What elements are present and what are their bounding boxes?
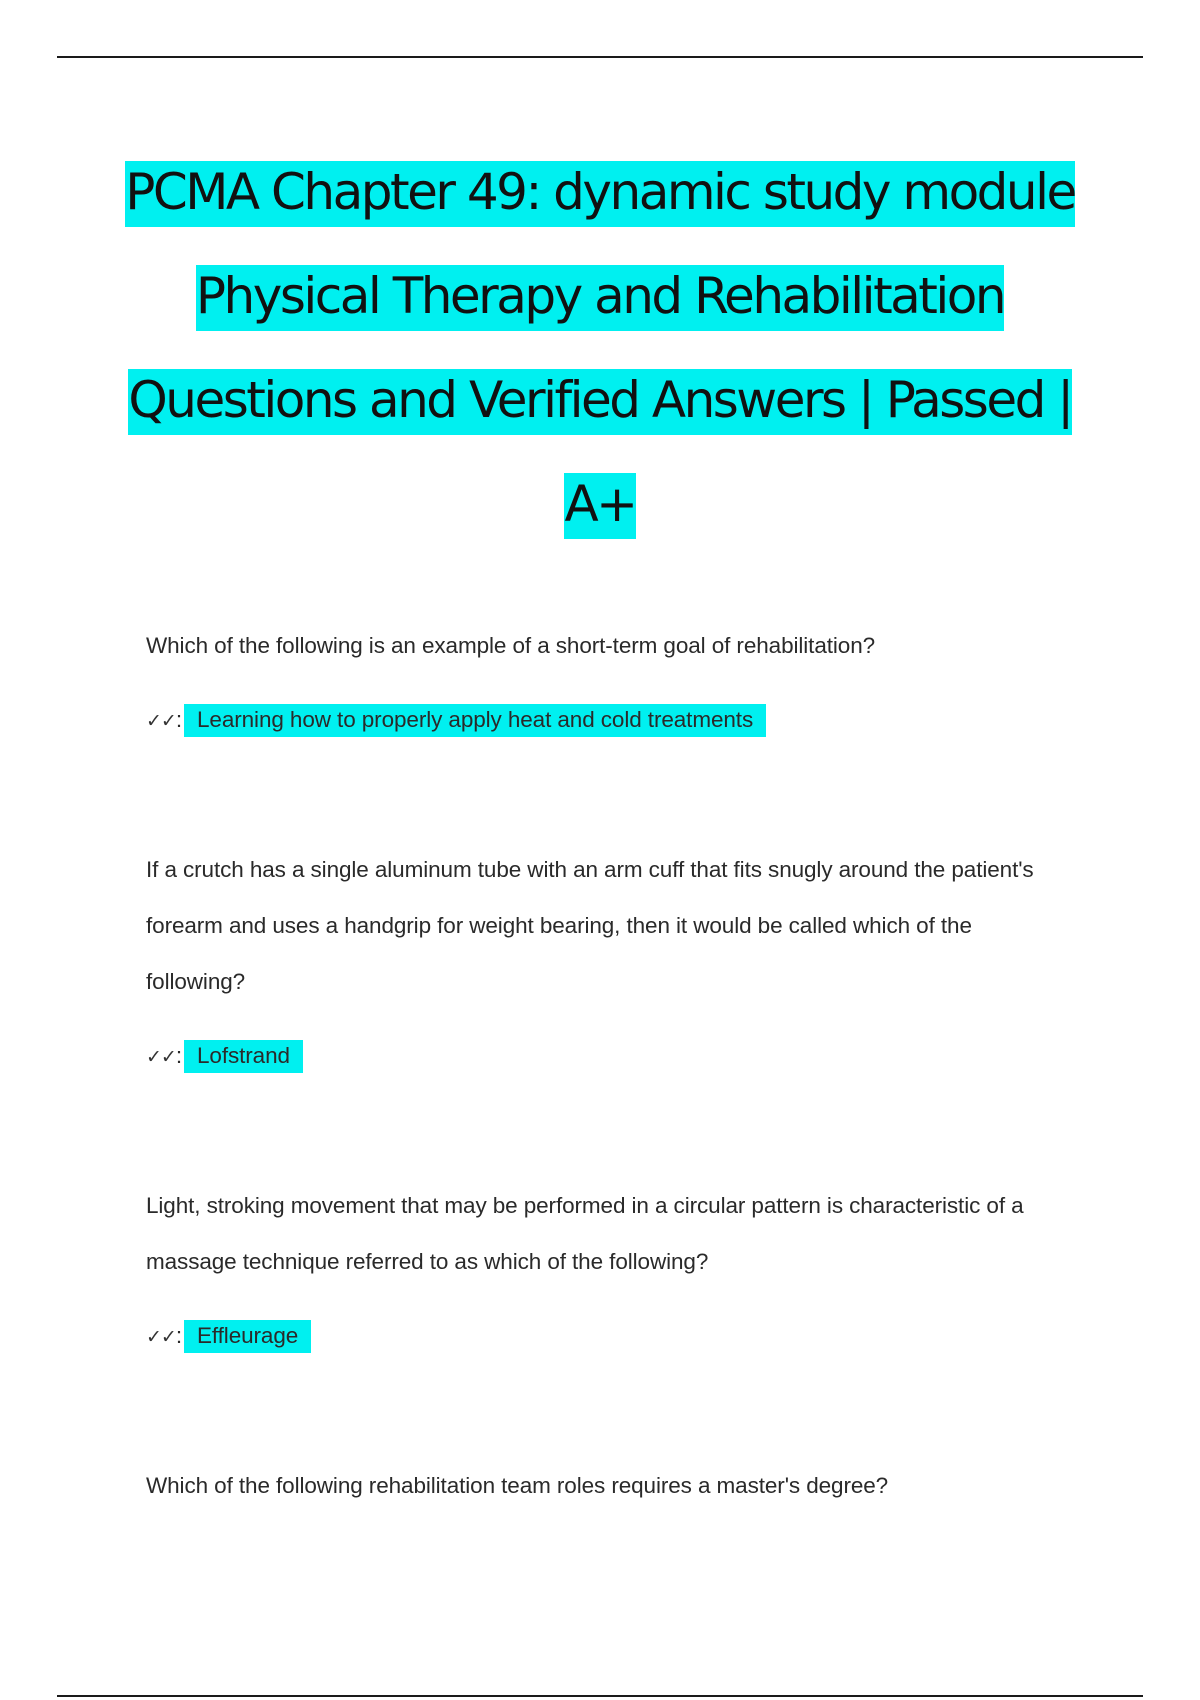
question-text: Which of the following rehabilitation team roles requires a master's degree?: [146, 1473, 889, 1498]
answer-row: [146, 692, 1076, 749]
answer-row: [146, 1308, 1076, 1365]
answer-row: [146, 1028, 1076, 1085]
answer-colon: :: [175, 707, 182, 732]
answer-colon: :: [175, 1043, 182, 1068]
qa-item-1: [146, 618, 1076, 749]
question-text: Which of the following is an example of a short-term goal of rehabilitation?: [146, 633, 876, 658]
answer-text: Learning how to properly apply heat and cold treatments: [184, 704, 766, 737]
title-line-4: A+: [564, 473, 635, 539]
answer-text: Effleurage: [184, 1320, 311, 1353]
answer-text: Lofstrand: [184, 1040, 303, 1073]
double-check-icon: ✓✓: [146, 710, 176, 732]
answer-colon: :: [175, 1323, 182, 1348]
title-line-3: Questions and Verified Answers | Passed |: [128, 369, 1071, 435]
qa-item-2: [146, 842, 1076, 1085]
question-text: If a crutch has a single aluminum tube with an arm cuff that fits snugly around the patient's forearm and uses a handgrip for weight bearing, then it would be called which of the following?: [146, 857, 1034, 994]
title-line-1: PCMA Chapter 49: dynamic study module: [125, 161, 1075, 227]
document-title: [60, 140, 1140, 556]
question-text: Light, stroking movement that may be performed in a circular pattern is characteristic of a massage technique referred to as which of the following?: [146, 1193, 1024, 1274]
footer-rule: [57, 1695, 1143, 1697]
double-check-icon: ✓✓: [146, 1046, 176, 1068]
double-check-icon: ✓✓: [146, 1326, 176, 1348]
qa-item-3: [146, 1178, 1076, 1365]
qa-item-4: [146, 1458, 1076, 1514]
header-rule: [57, 56, 1143, 58]
title-line-2: Physical Therapy and Rehabilitation: [196, 265, 1004, 331]
